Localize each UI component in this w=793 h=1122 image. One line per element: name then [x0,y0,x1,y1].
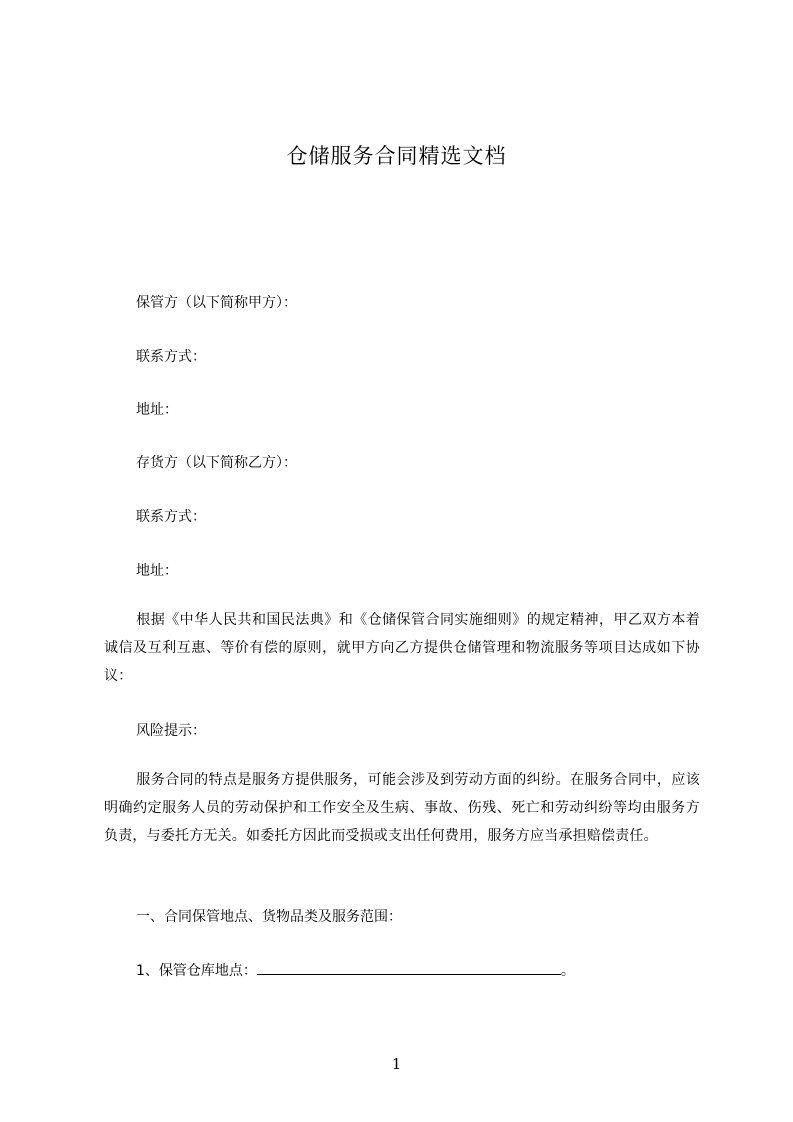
risk-paragraph [104,766,700,850]
document-title: 仓储服务合同精选文档 [286,144,507,168]
item1-label: 1、保管仓库地点： [136,963,257,979]
party-b-contact-line: 联系方式： [136,509,206,525]
section1-heading: 一、合同保管地点、货物品类及服务范围： [136,909,402,925]
party-a-line: 保管方（以下简称甲方）： [136,295,297,311]
item1-line [136,960,575,980]
page-number: 1 [391,1055,402,1073]
risk-heading: 风险提示： [136,723,206,739]
item1-end: 。 [560,963,575,979]
item1-blank-field[interactable] [257,962,561,975]
party-b-line: 存货方（以下简称乙方）： [136,455,297,471]
party-a-contact-line: 联系方式： [136,349,206,365]
intro-text: 根据《中华人民共和国民法典》和《仓储保管合同实施细则》的规定精神，甲乙双方本着诚信及互利互惠、等价有偿的原则，就甲方向乙方提供仓储管理和物流服务等项目达成如下协议： [104,612,700,684]
intro-paragraph [104,606,700,690]
party-b-address-line: 地址： [136,563,178,579]
party-a-address-line: 地址： [136,402,178,418]
risk-text: 服务合同的特点是服务方提供服务，可能会涉及到劳动方面的纠纷。在服务合同中，应该明确约定服务人员的劳动保护和工作安全及生病、事故、伤残、死亡和劳动纠纷等均由服务方负责，与委托方无关。如委托方因此而受损或支出任何费用，服务方应当承担赔偿责任。 [104,772,700,844]
